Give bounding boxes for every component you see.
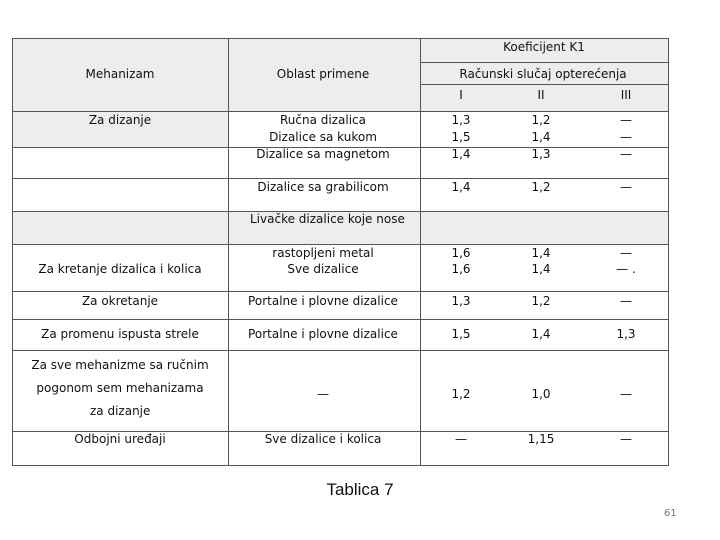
case-i-header: I (459, 88, 463, 102)
grabilica-iii: — (620, 180, 632, 194)
promena-oblast: Portalne i plovne dizalice (248, 327, 398, 341)
dizanje-i-2: 1,5 (451, 130, 471, 144)
kretanje-oblast-1: rastopljeni metal (272, 246, 374, 260)
dizanje-iii-1: — (620, 113, 632, 127)
case-iii-header: III (620, 88, 632, 102)
case-ii-header: II (537, 88, 545, 102)
kretanje-i-2: 1,6 (451, 262, 471, 276)
dizanje-i-3: 1,4 (451, 147, 471, 161)
rucni-label-1: Za sve mehanizme sa ručnim (31, 358, 209, 372)
dizanje-ii-2: 1,4 (531, 130, 551, 144)
koeficijent-header: Koeficijent K1 (503, 40, 585, 54)
promena-iii: 1,3 (616, 327, 636, 341)
okretanje-iii: — (620, 294, 632, 308)
dizanje-i-1: 1,3 (451, 113, 471, 127)
kretanje-oblast-2: Sve dizalice (287, 262, 359, 276)
odbojni-iii: — (620, 432, 632, 446)
kretanje-ii-1: 1,4 (531, 246, 551, 260)
dizanje-oblast-3: Dizalice sa magnetom (256, 147, 390, 161)
rucni-i: 1,2 (451, 387, 471, 401)
kretanje-iii-2: — . (616, 262, 636, 276)
mehanizam-header: Mehanizam (85, 67, 155, 81)
promena-label: Za promenu ispusta strele (41, 327, 199, 341)
rucni-ii: 1,0 (531, 387, 551, 401)
dizanje-ii-3: 1,3 (531, 147, 551, 161)
grabilica-ii: 1,2 (531, 180, 551, 194)
dizanje-iii-3: — (620, 147, 632, 161)
grabilica-i: 1,4 (451, 180, 471, 194)
dizanje-oblast-2: Dizalice sa kukom (269, 130, 377, 144)
page-number: 61 (664, 508, 677, 519)
racunski-header: Računski slučaj opterećenja (459, 67, 627, 81)
dizanje-ii-1: 1,2 (531, 113, 551, 127)
odbojni-i: — (455, 432, 467, 446)
okretanje-ii: 1,2 (531, 294, 551, 308)
rucni-label-2: pogonom sem mehanizama (36, 381, 204, 395)
okretanje-label: Za okretanje (81, 294, 159, 308)
promena-ii: 1,4 (531, 327, 551, 341)
odbojni-oblast: Sve dizalice i kolica (264, 432, 382, 446)
table-caption: Tablica 7 (326, 480, 394, 499)
dizanje-iii-2: — (620, 130, 632, 144)
dizanje-label: Za dizanje (88, 113, 152, 127)
rucni-label-3: za dizanje (90, 404, 151, 418)
dizanje-oblast-1: Ručna dizalica (280, 113, 366, 127)
kretanje-i-1: 1,6 (451, 246, 471, 260)
kretanje-iii-1: — (620, 246, 632, 260)
grabilica-oblast: Dizalice sa grabilicom (257, 180, 389, 194)
livacke-oblast: Livačke dizalice koje nose (250, 212, 405, 226)
rucni-iii: — (620, 387, 632, 401)
oblast-header: Oblast primene (276, 67, 370, 81)
promena-i: 1,5 (451, 327, 471, 341)
okretanje-oblast: Portalne i plovne dizalice (248, 294, 398, 308)
kretanje-ii-2: 1,4 (531, 262, 551, 276)
odbojni-ii: 1,15 (527, 432, 555, 446)
kretanje-label: Za kretanje dizalica i kolica (38, 262, 202, 276)
okretanje-i: 1,3 (451, 294, 471, 308)
rucni-oblast: — (317, 387, 329, 401)
odbojni-label: Odbojni uređaji (74, 432, 166, 446)
